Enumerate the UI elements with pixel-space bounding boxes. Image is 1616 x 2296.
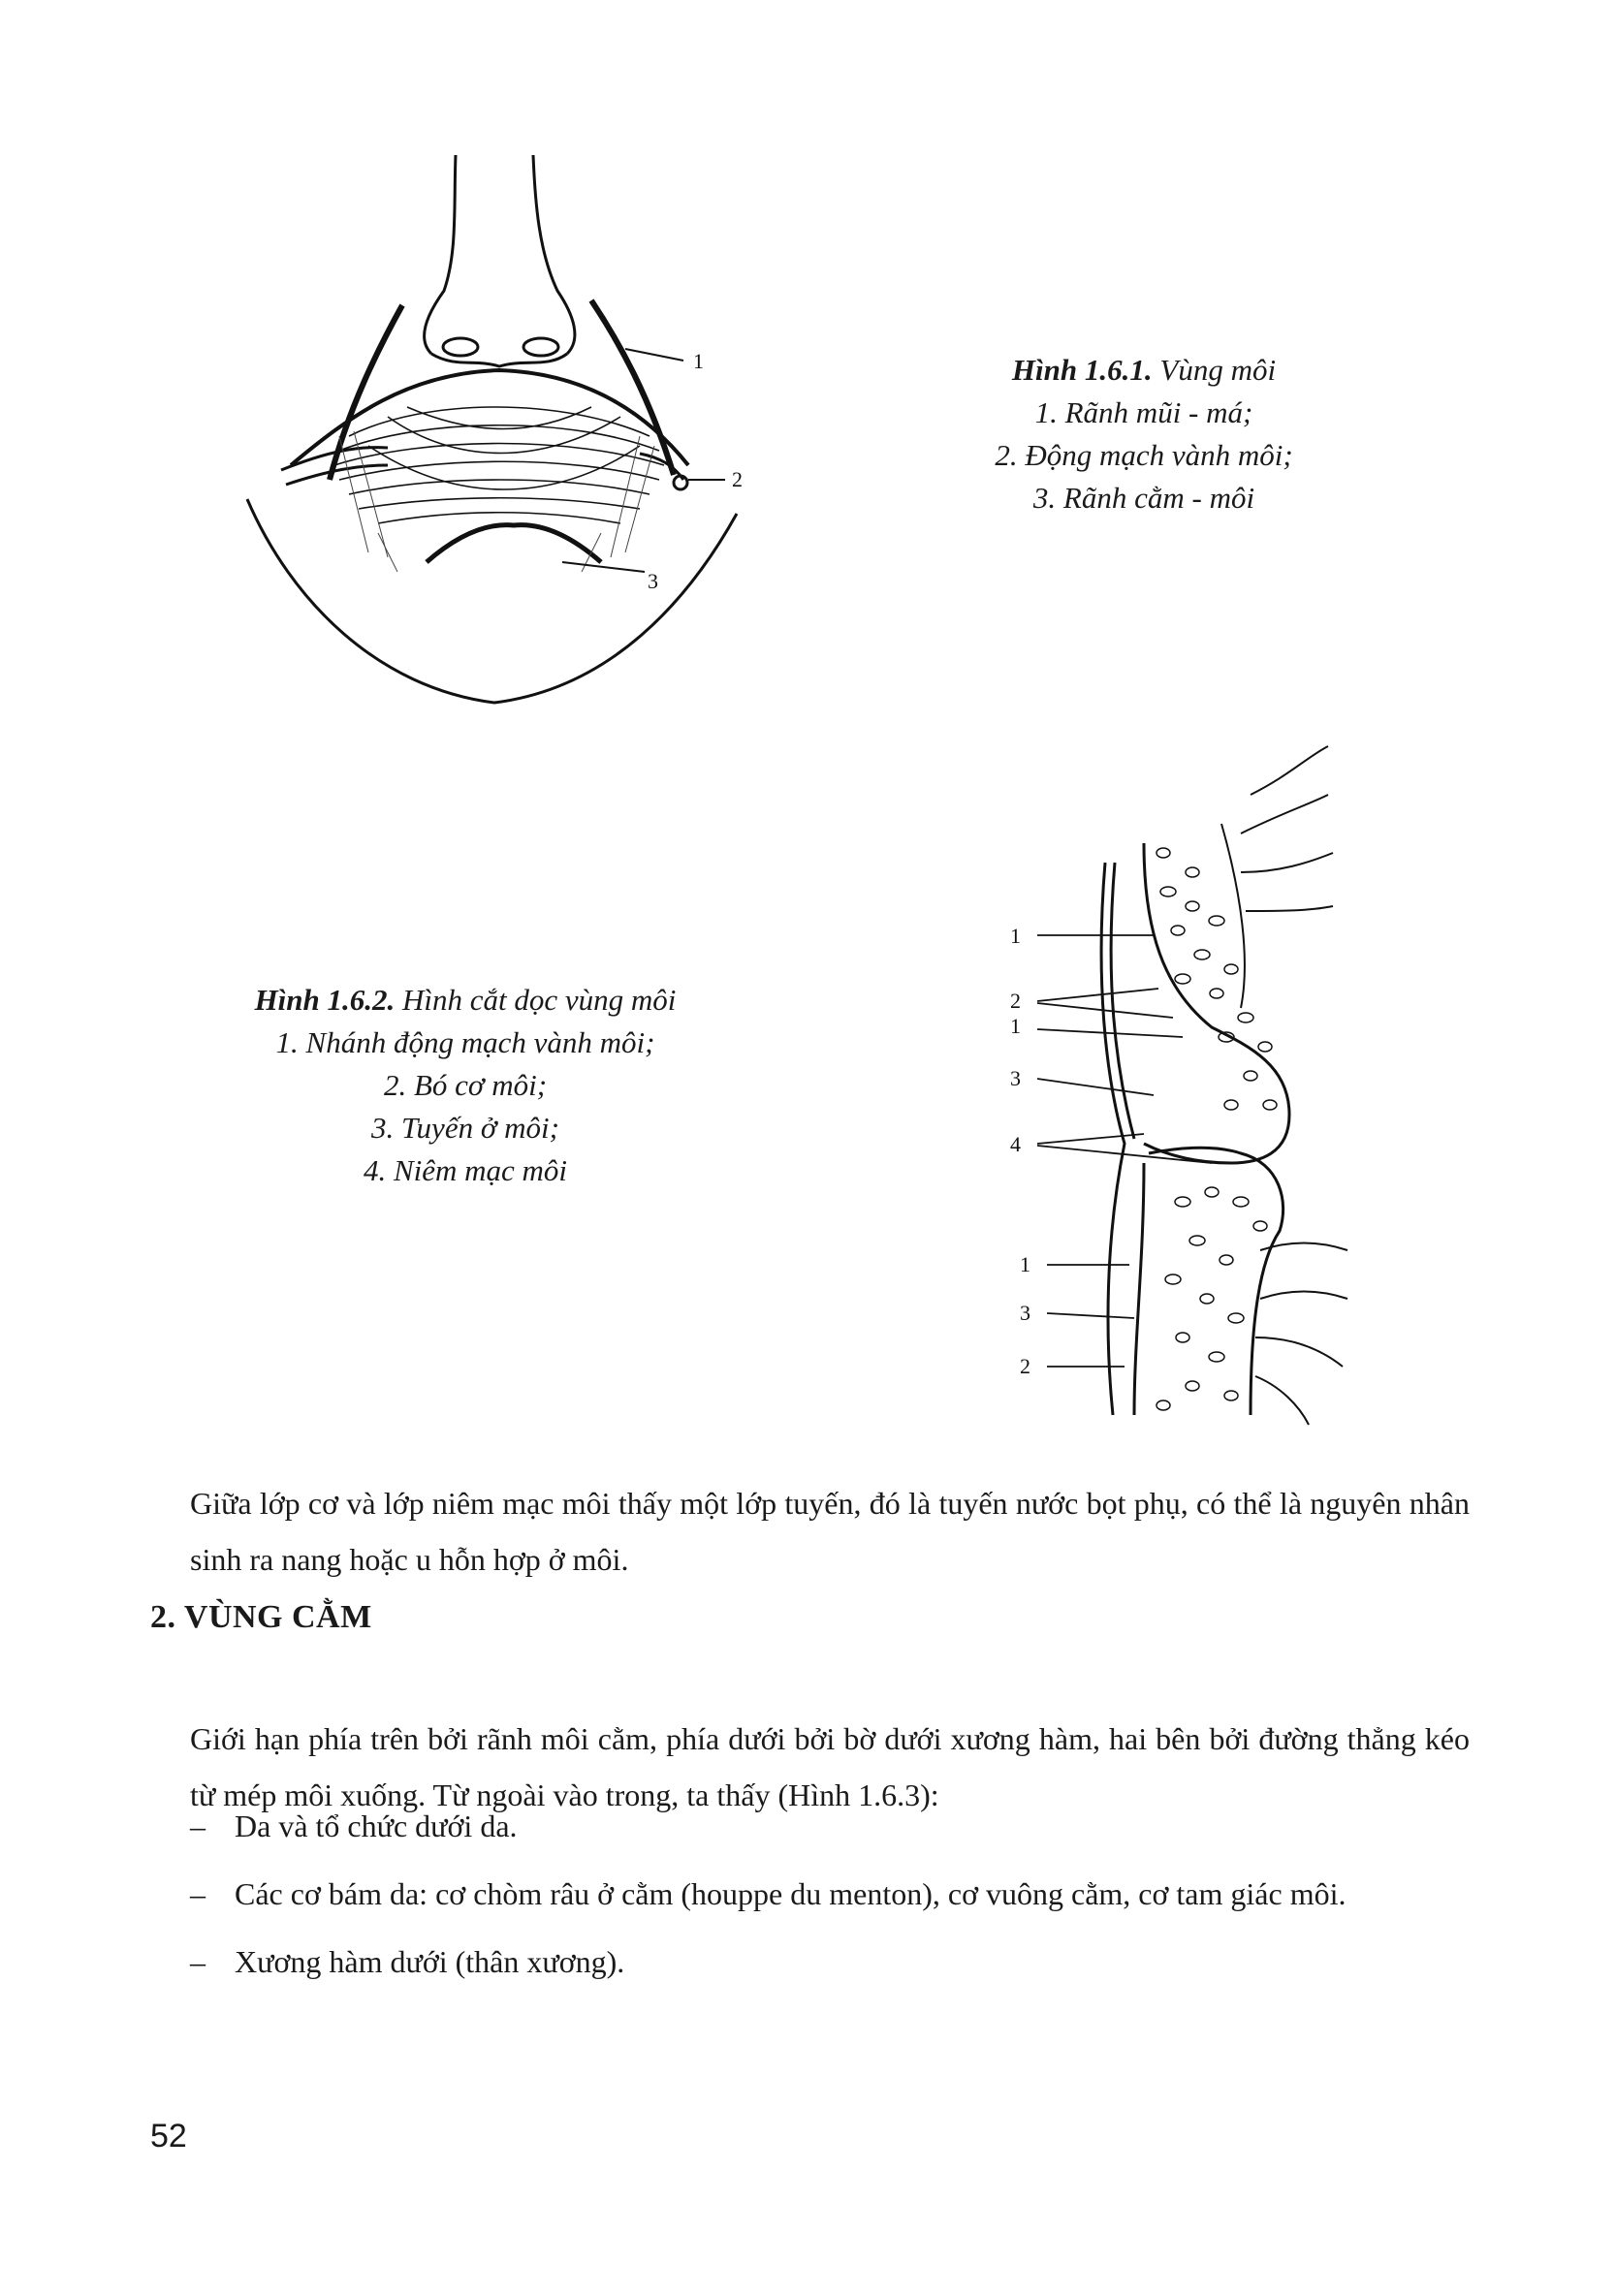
figure-lip-region-illustration <box>233 145 776 717</box>
dash-marker: – <box>190 1808 206 1843</box>
figure2-label-4: 4 <box>1010 1132 1021 1156</box>
figure2-label-1: 1 <box>1010 924 1021 948</box>
paragraph-glands: Giữa lớp cơ và lớp niêm mạc môi thấy một lớp tuyến, đó là tuyến nước bọt phụ, có thể là nguyên nhân sinh ra nang hoặc u hỗn hợp ở môi. <box>190 1486 1470 1577</box>
figure2-label-1c: 1 <box>1020 1252 1030 1276</box>
figure1-caption-title-rest: Vùng môi <box>1159 353 1277 387</box>
figure2-caption-line: 3. Tuyến ở môi; <box>371 1111 559 1145</box>
figure1-label-2: 2 <box>732 467 743 491</box>
list-item-text: Xương hàm dưới (thân xương). <box>235 1944 625 1979</box>
figure1-caption-line: 3. Rãnh cằm - môi <box>1032 481 1255 515</box>
dash-marker: – <box>190 1944 206 1979</box>
figure2-label-3b: 3 <box>1020 1301 1030 1325</box>
paragraph-chin-region: Giới hạn phía trên bởi rãnh môi cằm, phía dưới bởi bờ dưới xương hàm, hai bên bởi đường thẳng kéo từ mép môi xuống. Từ ngoài vào trong, ta thấy (Hình 1.6.3): <box>190 1721 1470 1812</box>
layer-list <box>190 1798 1470 2001</box>
figure2-caption-title-line <box>194 979 737 1022</box>
figure2-caption-line: 4. Niêm mạc môi <box>363 1153 568 1187</box>
figure1-caption-line: 2. Động mạch vành môi; <box>995 438 1293 472</box>
figure2-label-3: 3 <box>1010 1066 1021 1090</box>
figure2-caption-title-rest: Hình cắt dọc vùng môi <box>402 983 677 1017</box>
section-heading: 2. VÙNG CẰM <box>150 1599 372 1635</box>
list-item <box>190 1866 1470 1922</box>
list-item-text: Da và tổ chức dưới da. <box>235 1808 518 1843</box>
figure1-label-3: 3 <box>648 569 658 593</box>
dash-marker: – <box>190 1876 206 1911</box>
list-item <box>190 1934 1470 1990</box>
figure-lip-section-illustration <box>998 737 1386 1434</box>
figure1-caption-title-line <box>931 349 1357 392</box>
figure2-caption-line: 1. Nhánh động mạch vành môi; <box>275 1025 655 1059</box>
list-item <box>190 1798 1470 1854</box>
figure2-caption <box>194 979 737 1192</box>
figure1-caption-line: 1. Rãnh mũi - má; <box>1034 395 1253 429</box>
figure2-caption-line: 2. Bó cơ môi; <box>383 1068 548 1102</box>
page-number: 52 <box>150 2118 187 2154</box>
figure1-caption-title: Hình 1.6.1. <box>1011 353 1153 387</box>
figure2-label-2b: 2 <box>1020 1354 1030 1378</box>
figure2-label-1b: 1 <box>1010 1014 1021 1038</box>
figure2-label-2: 2 <box>1010 989 1021 1013</box>
figure1-caption <box>931 349 1357 519</box>
figure2-caption-title: Hình 1.6.2. <box>254 983 396 1017</box>
list-item-text: Các cơ bám da: cơ chòm râu ở cằm (houppe du menton), cơ vuông cằm, cơ tam giác môi. <box>235 1876 1347 1911</box>
figure1-label-1: 1 <box>693 349 704 373</box>
